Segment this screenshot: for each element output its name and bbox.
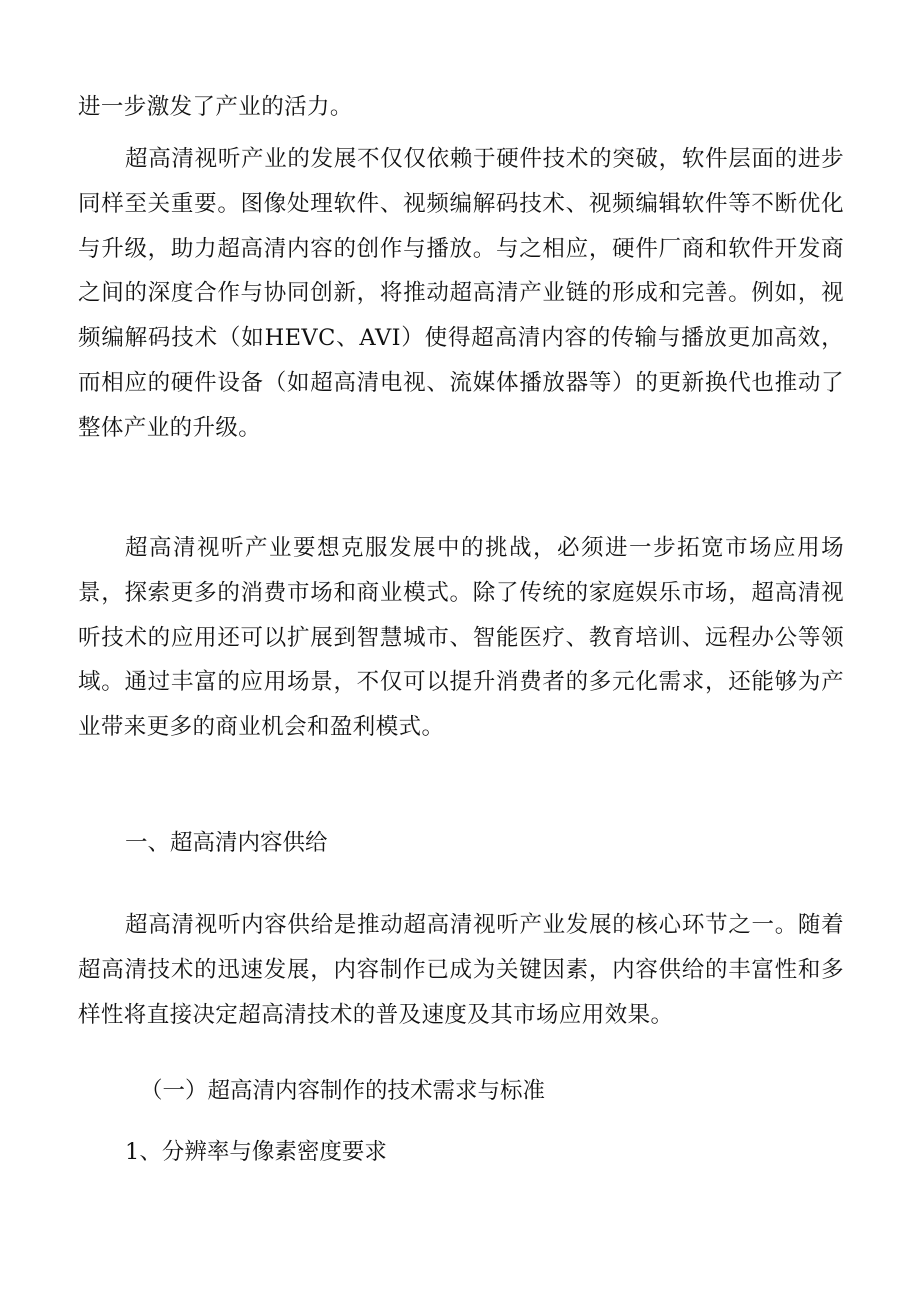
paragraph-continuation: 进一步激发了产业的活力。 (78, 94, 353, 120)
item-heading: 1、分辨率与像素密度要求 (125, 1139, 387, 1165)
paragraph-market-scenarios: 超高清视听产业要想克服发展中的挑战，必须进一步拓宽市场应用场景，探索更多的消费市场和商业模式。除了传统的家庭娱乐市场，超高清视听技术的应用还可以扩展到智慧城市、智能医疗、教育培训、远程办公等领域。通过丰富的应用场景，不仅可以提升消费者的多元化需求，还能够为产业带来更多的商业机会和盈利模式。 (78, 535, 844, 741)
subsection-heading: （一）超高清内容制作的技术需求与标准 (140, 1078, 546, 1104)
paragraph-content-supply: 超高清视听内容供给是推动超高清视听产业发展的核心环节之一。随着超高清技术的迅速发展，内容制作已成为关键因素，内容供给的丰富性和多样性将直接决定超高清技术的普及速度及其市场应用效果。 (78, 912, 844, 1028)
section-heading: 一、超高清内容供给 (125, 830, 328, 856)
paragraph-software-progress: 超高清视听产业的发展不仅仅依赖于硬件技术的突破，软件层面的进步同样至关重要。图像处理软件、视频编解码技术、视频编辑软件等不断优化与升级，助力超高清内容的创作与播放。与之相应，硬件厂商和软件开发商之间的深度合作与协同创新，将推动超高清产业链的形成和完善。例如，视频编解码技术（如HEVC、AVI）使得超高清内容的传输与播放更加高效，而相应的硬件设备（如超高清电视、流媒体播放器等）的更新换代也推动了整体产业的升级。 (78, 146, 844, 441)
